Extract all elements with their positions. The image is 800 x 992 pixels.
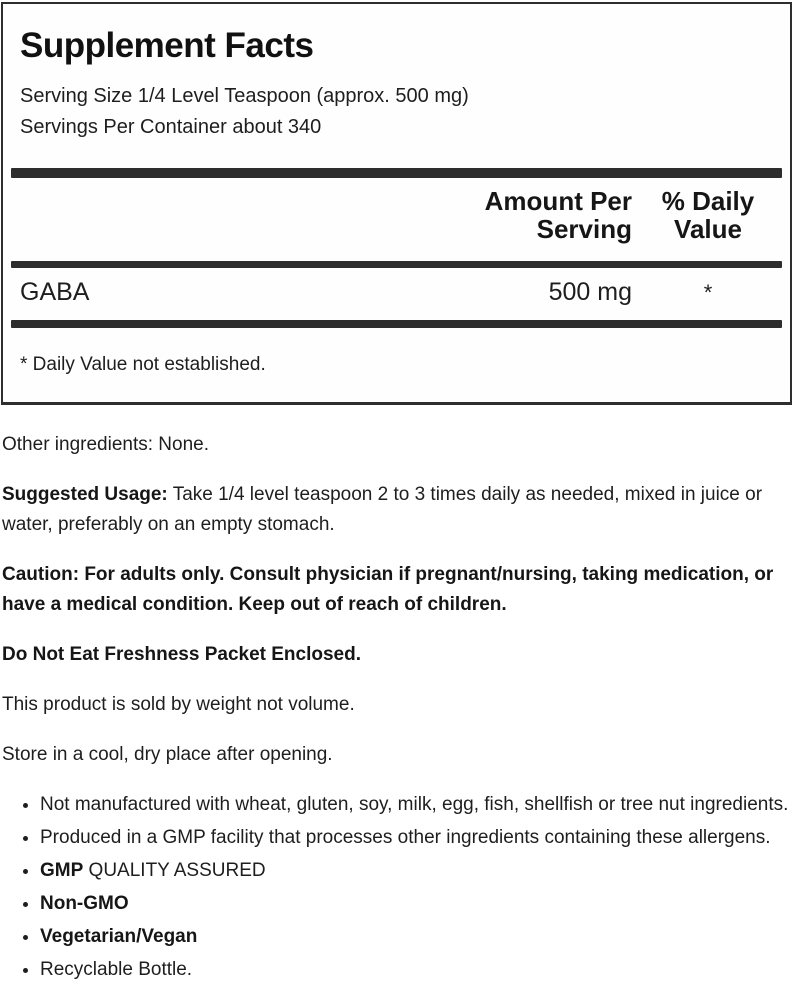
daily-value-footnote: * Daily Value not established. xyxy=(20,354,266,375)
list-item-text-segment: Produced in a GMP facility that processes other ingredients containing these allergens. xyxy=(40,827,771,848)
ingredient-amount: 500 mg xyxy=(548,278,632,306)
daily-value-header: % Daily Value xyxy=(661,186,755,244)
list-item-bold-segment: Non-GMO xyxy=(40,893,129,914)
amount-per-serving-header: Amount Per Serving xyxy=(484,186,632,244)
table-row xyxy=(3,268,790,320)
suggested-usage-paragraph xyxy=(2,480,794,540)
serving-size-line: Serving Size 1/4 Level Teaspoon (approx. 500 mg) xyxy=(20,85,469,107)
paragraph-text-segment: Take 1/4 level teaspoon 2 to 3 times daily as needed, mixed in juice or water, preferably on an empty stomach. xyxy=(2,484,763,535)
divider-row-bottom xyxy=(11,320,782,328)
freshness-packet-warning xyxy=(2,640,794,670)
panel-title: Supplement Facts xyxy=(20,26,314,65)
label-body-copy xyxy=(0,405,800,985)
divider-header-bottom xyxy=(11,261,782,268)
list-item-non-gmo xyxy=(40,889,792,919)
product-attributes-list xyxy=(2,790,792,985)
paragraph-bold-segment: Caution: For adults only. Consult physician if pregnant/nursing, taking medication, or have a medical condition. Keep out of reach of children. xyxy=(2,564,774,615)
paragraph-bold-segment: Suggested Usage: xyxy=(2,484,168,505)
servings-per-container-line: Servings Per Container about 340 xyxy=(20,116,322,138)
list-item-gmp-quality xyxy=(40,856,792,886)
list-item-bold-segment: Vegetarian/Vegan xyxy=(40,926,198,947)
list-item-recyclable-bottle xyxy=(40,955,792,985)
paragraph-text-segment: Store in a cool, dry place after opening. xyxy=(2,744,333,765)
paragraph-text-segment: This product is sold by weight not volume. xyxy=(2,694,355,715)
list-item-text-segment: QUALITY ASSURED xyxy=(83,860,266,881)
list-item-text-segment: Recyclable Bottle. xyxy=(40,959,193,980)
paragraph-text-segment: Other ingredients: None. xyxy=(2,434,210,455)
list-item-bold-segment: GMP xyxy=(40,860,84,881)
other-ingredients-paragraph xyxy=(2,430,794,460)
storage-instructions-paragraph xyxy=(2,740,794,770)
paragraph-bold-segment: Do Not Eat Freshness Packet Enclosed. xyxy=(2,644,362,665)
sold-by-weight-paragraph xyxy=(2,690,794,720)
list-item-allergen-free xyxy=(40,790,792,820)
caution-paragraph xyxy=(2,560,794,620)
supplement-label-page xyxy=(0,2,800,992)
table-header-row xyxy=(3,178,790,253)
divider-heavy xyxy=(11,168,782,178)
list-item-text-segment: Not manufactured with wheat, gluten, soy, milk, egg, fish, shellfish or tree nut ingredients. xyxy=(40,794,789,815)
ingredient-daily-value: * xyxy=(703,280,713,305)
list-item-vegetarian-vegan xyxy=(40,922,792,952)
list-item-gmp-facility xyxy=(40,823,792,853)
supplement-facts-panel xyxy=(1,2,792,405)
ingredient-name: GABA xyxy=(20,278,90,306)
